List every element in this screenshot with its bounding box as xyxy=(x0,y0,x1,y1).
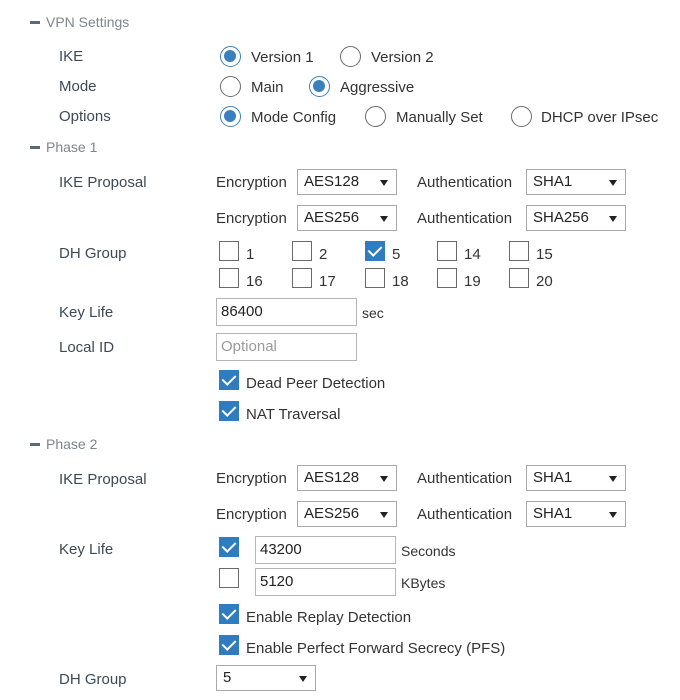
phase2-title: Phase 2 xyxy=(46,436,98,452)
dh-group-14-checkbox[interactable] xyxy=(437,241,457,261)
phase2-encryption-label: Encryption xyxy=(216,470,287,487)
ike-version2-label: Version 2 xyxy=(371,49,434,66)
phase2-dh-group-label: DH Group xyxy=(59,671,127,688)
phase1-encryption-label: Encryption xyxy=(216,210,287,227)
phase2-ike-proposal-label: IKE Proposal xyxy=(59,471,147,488)
key-life-kbytes-input[interactable]: 5120 xyxy=(255,568,396,596)
phase1-authentication-select-1[interactable] xyxy=(526,169,626,195)
phase1-dh-group-label: DH Group xyxy=(59,245,127,262)
phase2-encryption-select-1[interactable] xyxy=(297,465,397,491)
vpn-settings-header[interactable] xyxy=(30,14,129,30)
phase1-encryption-label: Encryption xyxy=(216,174,287,191)
select-value: AES256 xyxy=(304,505,360,522)
ike-label: IKE xyxy=(59,48,84,65)
dropdown-arrow-icon xyxy=(380,512,388,518)
key-life-kbytes-unit: KBytes xyxy=(401,575,446,591)
vpn-settings-title: VPN Settings xyxy=(46,14,130,30)
dh-group-18-checkbox[interactable] xyxy=(365,268,385,288)
select-value: AES128 xyxy=(304,173,360,190)
dh-group-2-checkbox[interactable] xyxy=(292,241,312,261)
phase2-header[interactable] xyxy=(30,436,97,452)
phase1-authentication-label: Authentication xyxy=(417,174,513,191)
phase1-authentication-select-2[interactable] xyxy=(526,205,626,231)
dh-group-1-label: 1 xyxy=(246,246,255,263)
options-label: Options xyxy=(59,108,111,125)
mode-label: Mode xyxy=(59,78,97,95)
option-modeconfig-radio[interactable] xyxy=(220,106,241,127)
dh-group-19-label: 19 xyxy=(464,273,481,290)
dh-group-5-label: 5 xyxy=(392,246,401,263)
collapse-icon xyxy=(30,443,40,446)
dropdown-arrow-icon xyxy=(299,676,307,682)
select-value: SHA1 xyxy=(533,173,573,190)
dh-group-17-label: 17 xyxy=(319,273,336,290)
select-value: 5 xyxy=(223,669,232,686)
dh-group-20-checkbox[interactable] xyxy=(509,268,529,288)
dropdown-arrow-icon xyxy=(609,216,617,222)
phase1-title: Phase 1 xyxy=(46,139,98,155)
option-manual-label: Manually Set xyxy=(396,109,483,126)
phase1-key-life-label: Key Life xyxy=(59,304,114,321)
phase1-key-life-input[interactable]: 86400 xyxy=(216,298,357,326)
local-id-input[interactable]: Optional xyxy=(216,333,357,361)
key-life-kbytes-checkbox[interactable] xyxy=(219,568,239,588)
dropdown-arrow-icon xyxy=(609,476,617,482)
pfs-label: Enable Perfect Forward Secrecy (PFS) xyxy=(246,640,506,657)
select-value: SHA1 xyxy=(533,469,573,486)
pfs-checkbox[interactable] xyxy=(219,635,239,655)
phase2-authentication-select-1[interactable] xyxy=(526,465,626,491)
dh-group-16-label: 16 xyxy=(246,273,263,290)
nat-traversal-checkbox[interactable] xyxy=(219,401,239,421)
mode-main-label: Main xyxy=(251,79,284,96)
dropdown-arrow-icon xyxy=(609,180,617,186)
dh-group-14-label: 14 xyxy=(464,246,481,263)
phase2-dh-group-select[interactable] xyxy=(216,665,316,691)
select-value: AES128 xyxy=(304,469,360,486)
local-id-label: Local ID xyxy=(59,339,115,356)
phase1-ike-proposal-label: IKE Proposal xyxy=(59,174,147,191)
phase1-encryption-select-2[interactable] xyxy=(297,205,397,231)
key-life-seconds-checkbox[interactable] xyxy=(219,537,239,557)
dropdown-arrow-icon xyxy=(380,476,388,482)
mode-aggressive-radio[interactable] xyxy=(309,76,330,97)
collapse-icon xyxy=(30,146,40,149)
option-modeconfig-label: Mode Config xyxy=(251,109,337,126)
phase2-authentication-label: Authentication xyxy=(417,506,513,523)
dh-group-2-label: 2 xyxy=(319,246,328,263)
dh-group-20-label: 20 xyxy=(536,273,553,290)
phase2-authentication-label: Authentication xyxy=(417,470,513,487)
dh-group-17-checkbox[interactable] xyxy=(292,268,312,288)
phase1-authentication-label: Authentication xyxy=(417,210,513,227)
mode-main-radio[interactable] xyxy=(220,76,241,97)
mode-aggressive-label: Aggressive xyxy=(340,79,415,96)
phase2-key-life-label: Key Life xyxy=(59,541,114,558)
dropdown-arrow-icon xyxy=(380,216,388,222)
option-dhcp-label: DHCP over IPsec xyxy=(541,109,659,126)
dh-group-15-label: 15 xyxy=(536,246,553,263)
dead-peer-detection-checkbox[interactable] xyxy=(219,370,239,390)
dropdown-arrow-icon xyxy=(609,512,617,518)
dead-peer-detection-label: Dead Peer Detection xyxy=(246,375,386,392)
dh-group-18-label: 18 xyxy=(392,273,409,290)
replay-detection-label: Enable Replay Detection xyxy=(246,609,412,626)
dh-group-15-checkbox[interactable] xyxy=(509,241,529,261)
dh-group-1-checkbox[interactable] xyxy=(219,241,239,261)
ike-version1-label: Version 1 xyxy=(251,49,314,66)
nat-traversal-label: NAT Traversal xyxy=(246,406,341,423)
phase1-encryption-select-1[interactable] xyxy=(297,169,397,195)
phase2-authentication-select-2[interactable] xyxy=(526,501,626,527)
phase2-encryption-label: Encryption xyxy=(216,506,287,523)
ike-version1-radio[interactable] xyxy=(220,46,241,67)
phase2-encryption-select-2[interactable] xyxy=(297,501,397,527)
phase1-header[interactable] xyxy=(30,139,97,155)
key-life-seconds-input[interactable]: 43200 xyxy=(255,536,396,564)
dh-group-16-checkbox[interactable] xyxy=(219,268,239,288)
dh-group-5-checkbox[interactable] xyxy=(365,241,385,261)
replay-detection-checkbox[interactable] xyxy=(219,604,239,624)
dropdown-arrow-icon xyxy=(380,180,388,186)
option-dhcp-radio[interactable] xyxy=(511,106,532,127)
option-manual-radio[interactable] xyxy=(365,106,386,127)
collapse-icon xyxy=(30,21,40,24)
key-life-seconds-unit: Seconds xyxy=(401,543,456,559)
select-value: SHA256 xyxy=(533,209,589,226)
phase1-key-life-unit: sec xyxy=(362,305,384,321)
select-value: SHA1 xyxy=(533,505,573,522)
select-value: AES256 xyxy=(304,209,360,226)
dh-group-19-checkbox[interactable] xyxy=(437,268,457,288)
ike-version2-radio[interactable] xyxy=(340,46,361,67)
